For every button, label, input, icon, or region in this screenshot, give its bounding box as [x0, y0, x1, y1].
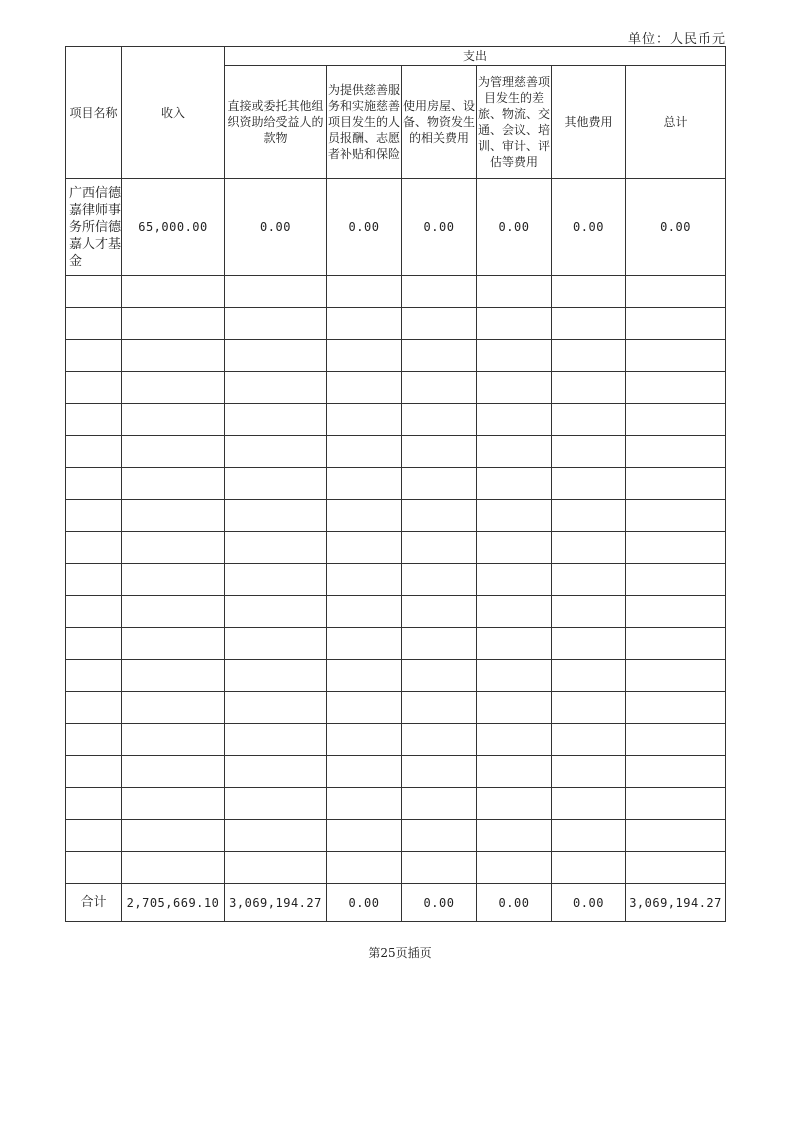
empty-cell	[402, 308, 477, 340]
empty-cell	[122, 372, 225, 404]
empty-cell	[477, 628, 552, 660]
empty-cell	[122, 660, 225, 692]
total-income: 2,705,669.10	[122, 884, 225, 922]
empty-cell	[402, 276, 477, 308]
empty-cell	[327, 820, 402, 852]
empty-cell	[66, 756, 122, 788]
empty-cell	[626, 596, 726, 628]
empty-cell	[225, 404, 327, 436]
empty-cell	[477, 692, 552, 724]
empty-cell	[626, 756, 726, 788]
empty-cell	[225, 500, 327, 532]
empty-cell	[327, 852, 402, 884]
empty-cell	[402, 564, 477, 596]
empty-row	[66, 372, 726, 404]
empty-row	[66, 596, 726, 628]
empty-row	[66, 532, 726, 564]
empty-rows	[66, 276, 726, 884]
empty-cell	[225, 852, 327, 884]
header-management: 为管理慈善项目发生的差旅、物流、交通、会议、培训、审计、评估等费用	[477, 66, 552, 179]
empty-cell	[402, 500, 477, 532]
empty-cell	[552, 660, 626, 692]
empty-cell	[225, 468, 327, 500]
total-row	[66, 884, 726, 922]
empty-cell	[122, 308, 225, 340]
empty-cell	[402, 404, 477, 436]
empty-cell	[225, 820, 327, 852]
page-footer: 第25页插页	[368, 946, 432, 960]
empty-cell	[66, 436, 122, 468]
empty-cell	[402, 724, 477, 756]
value-cell: 0.00	[402, 179, 477, 276]
total-value-cell: 3,069,194.27	[626, 884, 726, 922]
header-facilities: 使用房屋、设备、物资发生的相关费用	[402, 66, 477, 179]
empty-cell	[122, 276, 225, 308]
empty-cell	[626, 436, 726, 468]
empty-row	[66, 660, 726, 692]
empty-cell	[122, 756, 225, 788]
empty-row	[66, 852, 726, 884]
empty-cell	[122, 500, 225, 532]
empty-cell	[552, 276, 626, 308]
empty-cell	[626, 404, 726, 436]
empty-cell	[477, 660, 552, 692]
empty-cell	[225, 724, 327, 756]
empty-cell	[327, 372, 402, 404]
empty-cell	[477, 532, 552, 564]
empty-cell	[626, 564, 726, 596]
empty-cell	[225, 532, 327, 564]
empty-cell	[66, 628, 122, 660]
empty-cell	[477, 788, 552, 820]
empty-cell	[552, 820, 626, 852]
empty-cell	[327, 788, 402, 820]
empty-cell	[327, 308, 402, 340]
total-label: 合计	[66, 884, 122, 922]
empty-cell	[66, 788, 122, 820]
empty-cell	[327, 500, 402, 532]
empty-cell	[327, 596, 402, 628]
empty-cell	[66, 660, 122, 692]
empty-row	[66, 724, 726, 756]
total-value-cell: 0.00	[477, 884, 552, 922]
empty-cell	[626, 820, 726, 852]
value-cell: 0.00	[626, 179, 726, 276]
empty-row	[66, 436, 726, 468]
value-cell: 0.00	[225, 179, 327, 276]
empty-cell	[552, 724, 626, 756]
empty-cell	[225, 788, 327, 820]
empty-cell	[552, 436, 626, 468]
empty-cell	[225, 340, 327, 372]
empty-row	[66, 404, 726, 436]
empty-cell	[225, 564, 327, 596]
empty-cell	[552, 596, 626, 628]
empty-cell	[402, 628, 477, 660]
empty-cell	[327, 564, 402, 596]
empty-cell	[225, 660, 327, 692]
empty-cell	[66, 564, 122, 596]
empty-cell	[477, 724, 552, 756]
empty-cell	[626, 340, 726, 372]
empty-cell	[66, 340, 122, 372]
empty-cell	[122, 596, 225, 628]
empty-row	[66, 692, 726, 724]
empty-cell	[327, 660, 402, 692]
empty-cell	[225, 276, 327, 308]
empty-cell	[402, 596, 477, 628]
empty-cell	[477, 756, 552, 788]
empty-cell	[66, 724, 122, 756]
empty-cell	[66, 404, 122, 436]
empty-cell	[122, 788, 225, 820]
empty-cell	[552, 340, 626, 372]
empty-cell	[477, 404, 552, 436]
empty-row	[66, 564, 726, 596]
empty-cell	[122, 628, 225, 660]
header-personnel: 为提供慈善服务和实施慈善项目发生的人员报酬、志愿者补贴和保险	[327, 66, 402, 179]
empty-cell	[225, 596, 327, 628]
empty-cell	[552, 788, 626, 820]
empty-cell	[122, 404, 225, 436]
empty-cell	[225, 692, 327, 724]
empty-cell	[477, 500, 552, 532]
empty-cell	[327, 724, 402, 756]
empty-cell	[626, 468, 726, 500]
empty-cell	[626, 500, 726, 532]
empty-cell	[66, 276, 122, 308]
empty-cell	[552, 308, 626, 340]
empty-cell	[626, 532, 726, 564]
empty-cell	[66, 308, 122, 340]
value-cell: 0.00	[552, 179, 626, 276]
empty-cell	[122, 820, 225, 852]
empty-cell	[66, 468, 122, 500]
empty-cell	[552, 372, 626, 404]
empty-cell	[402, 372, 477, 404]
empty-cell	[66, 500, 122, 532]
empty-cell	[552, 692, 626, 724]
empty-row	[66, 756, 726, 788]
empty-cell	[122, 564, 225, 596]
empty-cell	[477, 340, 552, 372]
empty-cell	[66, 852, 122, 884]
empty-cell	[552, 500, 626, 532]
total-value-cell: 0.00	[552, 884, 626, 922]
empty-cell	[402, 692, 477, 724]
empty-cell	[626, 852, 726, 884]
empty-cell	[626, 372, 726, 404]
value-cell: 0.00	[327, 179, 402, 276]
empty-cell	[122, 436, 225, 468]
empty-row	[66, 276, 726, 308]
empty-cell	[477, 468, 552, 500]
empty-cell	[552, 628, 626, 660]
empty-cell	[122, 468, 225, 500]
empty-cell	[402, 532, 477, 564]
empty-cell	[626, 628, 726, 660]
empty-row	[66, 468, 726, 500]
empty-cell	[477, 372, 552, 404]
empty-row	[66, 500, 726, 532]
empty-cell	[477, 308, 552, 340]
empty-row	[66, 340, 726, 372]
table-row	[66, 179, 726, 276]
empty-cell	[327, 756, 402, 788]
empty-cell	[122, 340, 225, 372]
empty-row	[66, 820, 726, 852]
income-cell: 65,000.00	[122, 179, 225, 276]
header-income: 收入	[122, 47, 225, 179]
empty-cell	[402, 436, 477, 468]
empty-cell	[66, 372, 122, 404]
empty-cell	[66, 532, 122, 564]
empty-cell	[477, 276, 552, 308]
empty-cell	[626, 660, 726, 692]
unit-label: 单位：人民币元	[627, 32, 726, 47]
empty-cell	[327, 404, 402, 436]
empty-cell	[552, 404, 626, 436]
empty-cell	[402, 660, 477, 692]
empty-cell	[626, 788, 726, 820]
total-value-cell: 0.00	[327, 884, 402, 922]
empty-cell	[122, 724, 225, 756]
empty-cell	[402, 756, 477, 788]
empty-cell	[626, 308, 726, 340]
empty-row	[66, 308, 726, 340]
header-direct-aid: 直接或委托其他组织资助给受益人的款物	[225, 66, 327, 179]
empty-row	[66, 788, 726, 820]
empty-cell	[225, 372, 327, 404]
value-cell: 0.00	[477, 179, 552, 276]
empty-cell	[327, 276, 402, 308]
empty-cell	[402, 468, 477, 500]
empty-cell	[402, 852, 477, 884]
total-value-cell: 3,069,194.27	[225, 884, 327, 922]
header-other: 其他费用	[552, 66, 626, 179]
project-name-cell: 广西信德嘉律师事务所信德嘉人才基金	[66, 179, 122, 276]
empty-cell	[327, 692, 402, 724]
empty-cell	[477, 564, 552, 596]
empty-cell	[552, 756, 626, 788]
empty-cell	[122, 692, 225, 724]
empty-cell	[626, 276, 726, 308]
empty-cell	[552, 564, 626, 596]
empty-cell	[327, 532, 402, 564]
empty-cell	[402, 340, 477, 372]
empty-cell	[327, 628, 402, 660]
empty-cell	[552, 852, 626, 884]
empty-cell	[477, 852, 552, 884]
empty-cell	[402, 788, 477, 820]
empty-cell	[552, 468, 626, 500]
empty-cell	[66, 596, 122, 628]
empty-cell	[122, 532, 225, 564]
header-expenditure: 支出	[225, 47, 726, 66]
empty-cell	[225, 756, 327, 788]
total-value-cell: 0.00	[402, 884, 477, 922]
empty-cell	[402, 820, 477, 852]
empty-cell	[66, 820, 122, 852]
header-total: 总计	[626, 66, 726, 179]
empty-cell	[477, 820, 552, 852]
empty-cell	[122, 852, 225, 884]
empty-cell	[477, 436, 552, 468]
empty-cell	[327, 468, 402, 500]
expenditure-table	[65, 46, 726, 922]
header-project-name: 项目名称	[66, 47, 122, 179]
empty-cell	[626, 692, 726, 724]
empty-cell	[327, 436, 402, 468]
empty-cell	[225, 628, 327, 660]
empty-cell	[327, 340, 402, 372]
empty-cell	[225, 308, 327, 340]
empty-cell	[66, 692, 122, 724]
empty-cell	[552, 532, 626, 564]
empty-cell	[477, 596, 552, 628]
empty-cell	[225, 436, 327, 468]
empty-row	[66, 628, 726, 660]
empty-cell	[626, 724, 726, 756]
